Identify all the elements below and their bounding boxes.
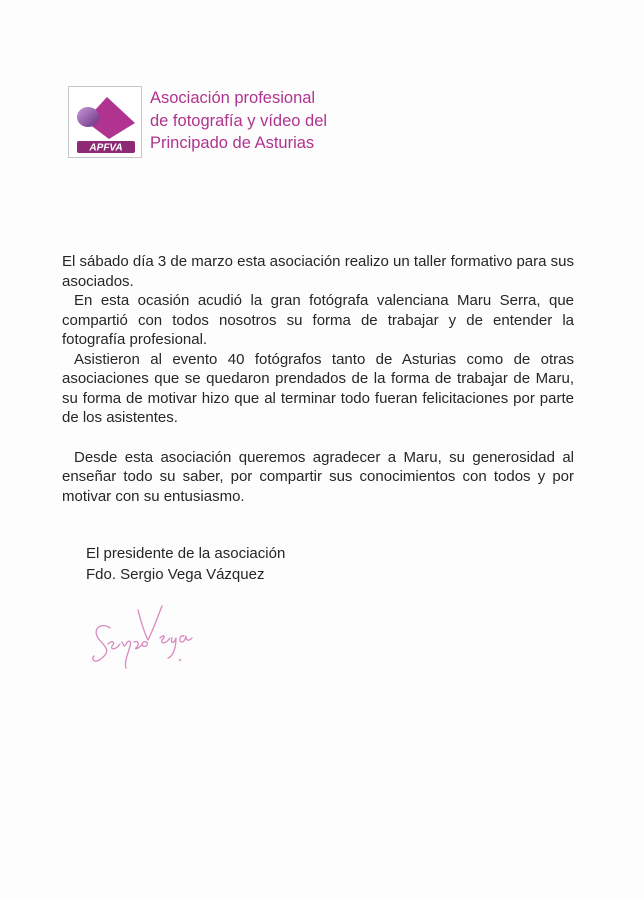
- letter-paragraph: Desde esta asociación queremos agradecer a Maru, su generosidad al enseñar todo su saber, por compartir sus conocimientos con todos y por motivar con su entusiasmo.: [62, 448, 574, 505]
- signature-stroke: [138, 606, 162, 640]
- logo-graphic: [69, 87, 143, 159]
- association-name-line: Principado de Asturias: [150, 134, 315, 152]
- signature-stroke: [134, 641, 142, 648]
- signature-stroke: [108, 642, 120, 649]
- handwritten-signature: [88, 598, 198, 678]
- signature-stroke: [93, 626, 110, 661]
- signature-dot: [179, 659, 181, 661]
- signature-stroke: [122, 641, 131, 668]
- signer-role: El presidente de la asociación: [86, 545, 286, 562]
- signature-stroke: [160, 636, 170, 643]
- logo-sphere: [77, 107, 99, 127]
- letter-paragraph: En esta ocasión acudió la gran fotógrafa valenciana Maru Serra, que compartió con todos nosotros su forma de trabajar y de entender la fotografía profesional.: [62, 292, 574, 348]
- letter-paragraph: Asistieron al evento 40 fotógrafos tanto de Asturias como de otras asociaciones que se quedaron prendados de la forma de trabajar de Maru, su forma de motivar hizo que al terminar todo fueran felicitaciones por parte de los asistentes.: [62, 350, 574, 426]
- logo-text: APFVA: [89, 142, 123, 154]
- apfva-logo: [68, 86, 142, 158]
- signer-name: Fdo. Sergio Vega Vázquez: [86, 566, 265, 583]
- association-name-line: Asociación profesional: [150, 89, 316, 107]
- signature-stroke: [180, 636, 192, 642]
- paragraph-gap: [62, 428, 574, 448]
- signature-stroke: [142, 642, 147, 647]
- letter-body: [62, 252, 574, 506]
- closing-block: [86, 543, 285, 585]
- association-name-line: de fotografía y vídeo del: [150, 111, 328, 130]
- letter-paragraph: El sábado día 3 de marzo esta asociación realizo un taller formativo para sus asociados.: [62, 253, 574, 290]
- association-name: [150, 87, 327, 155]
- signature-stroke: [168, 638, 176, 658]
